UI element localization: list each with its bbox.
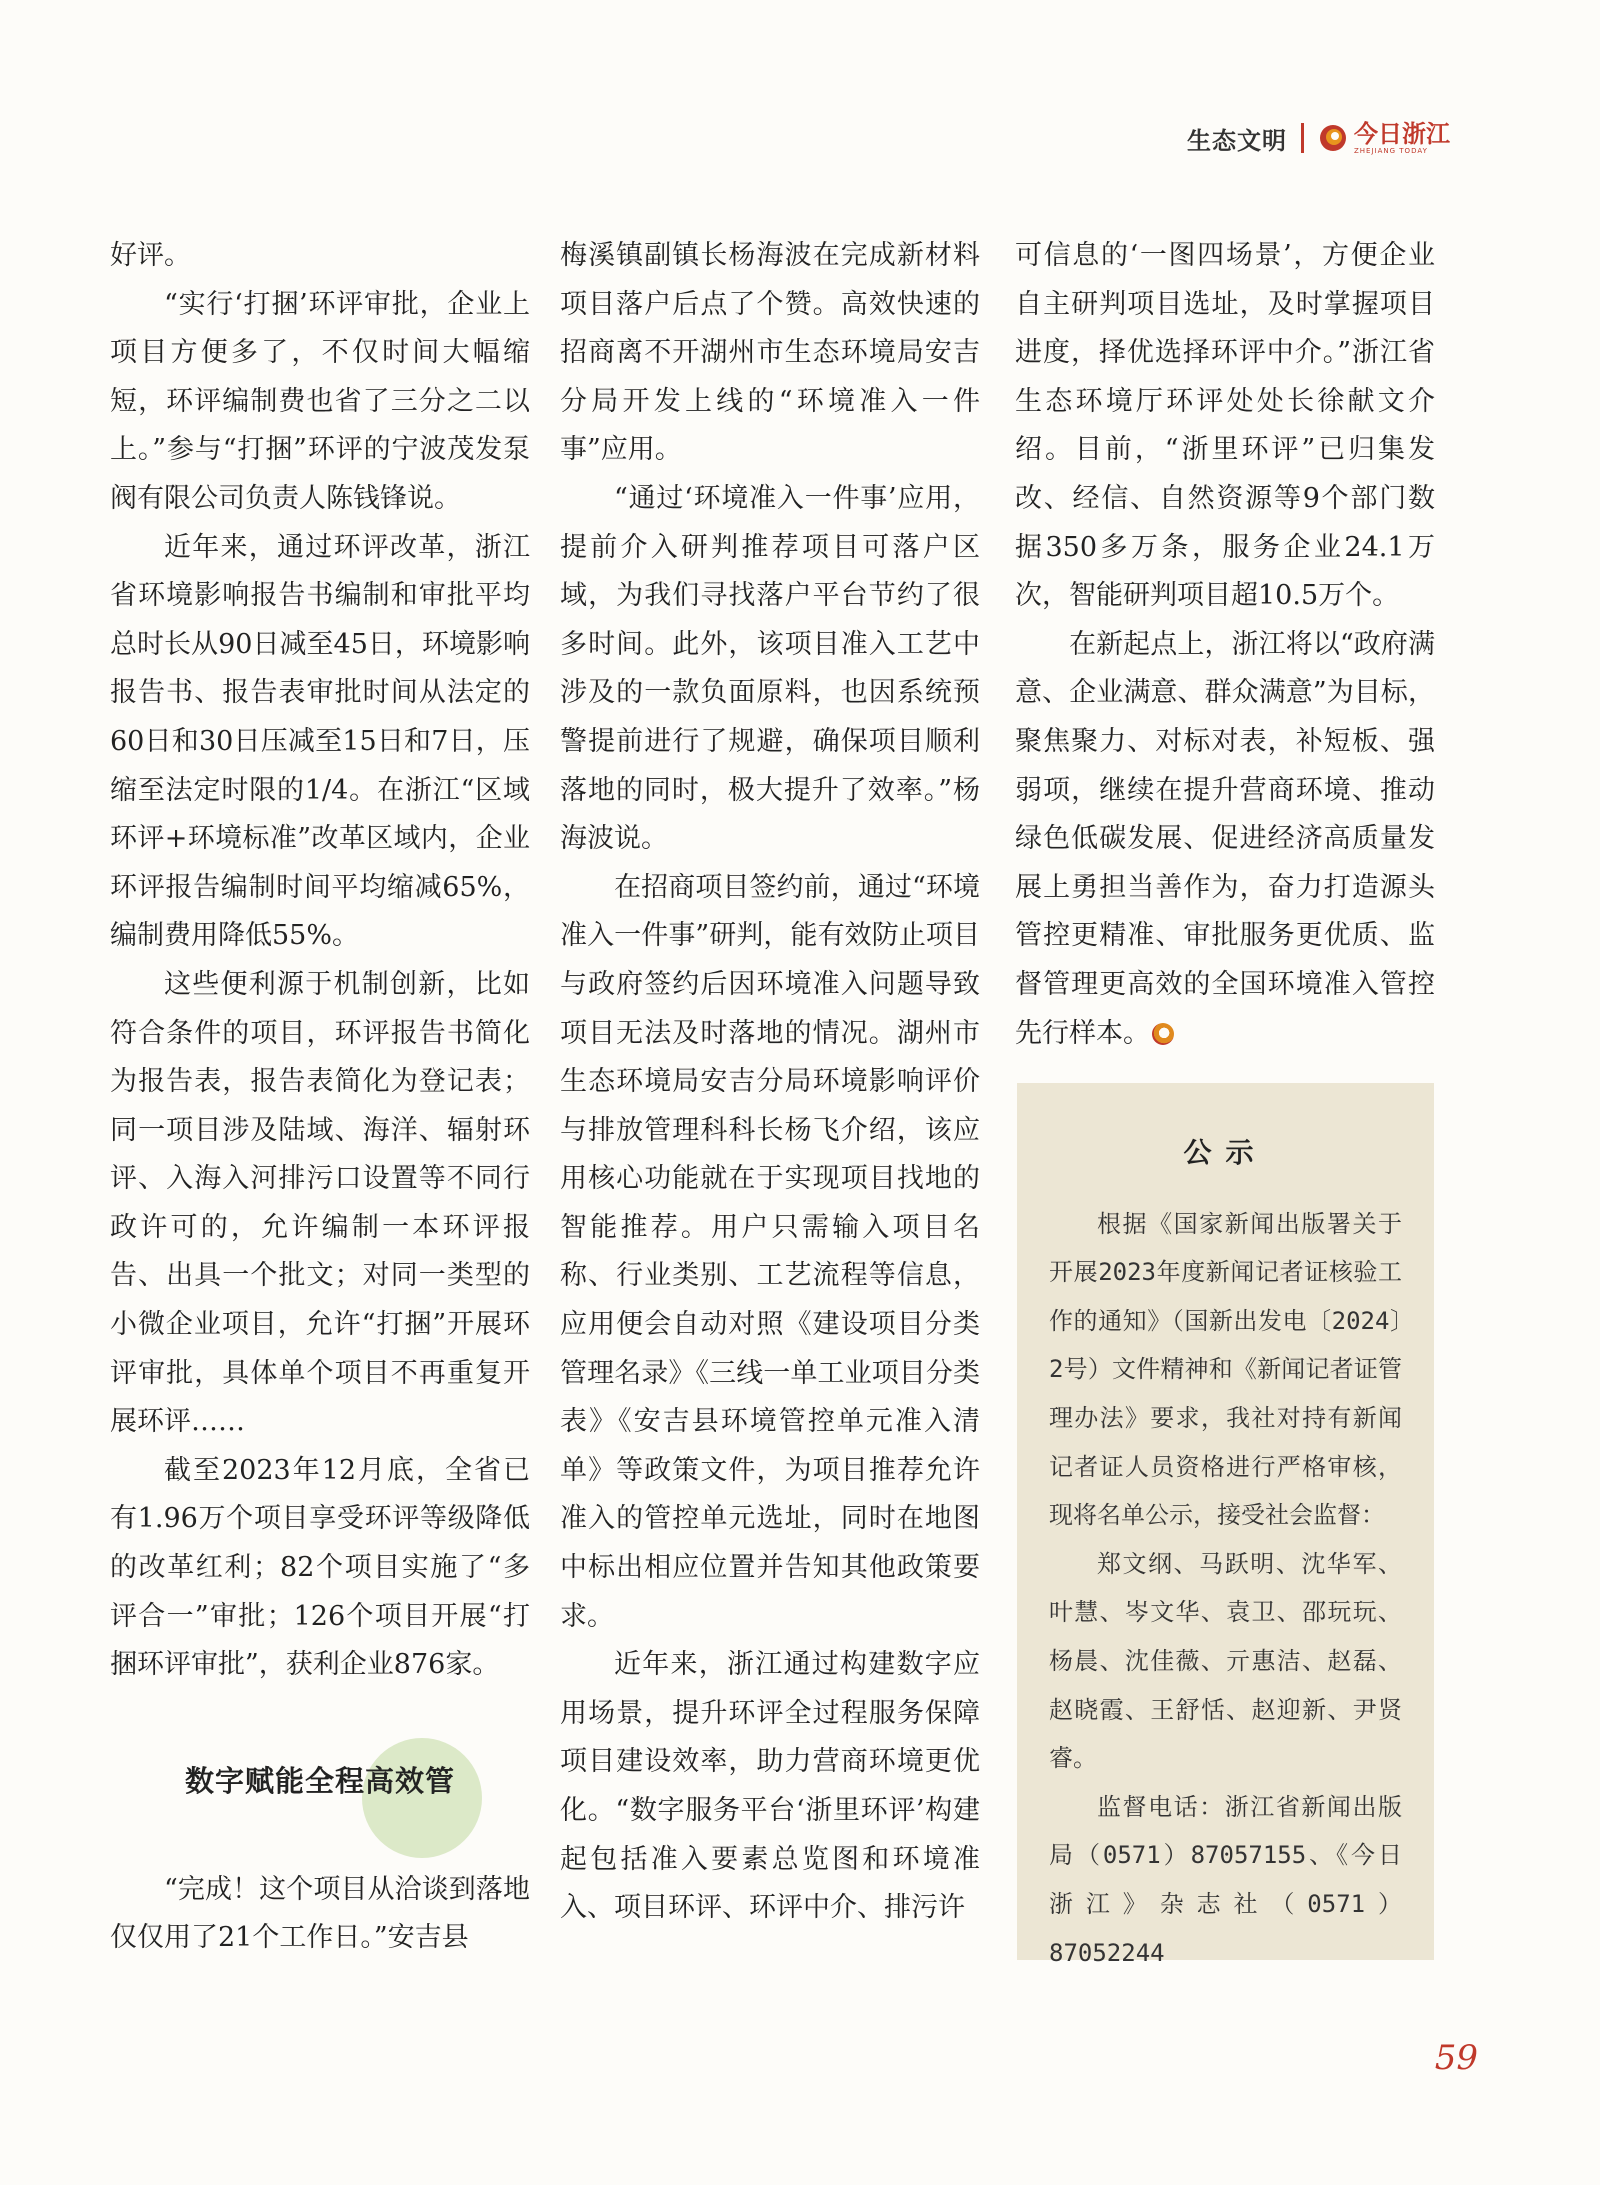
logo-text: 今日浙江 [1354,119,1450,148]
page-number: 59 [1434,2038,1478,2078]
subheading-text: 数字赋能全程高效管 [184,1763,455,1798]
paragraph: “完成！这个项目从洽谈到落地仅仅用了21个工作日。”安吉县 [110,1873,530,1954]
notice-contact: 监督电话：浙江省新闻出版局（0571）87057155、《今日浙江》杂志社（0571）87052244 [1049,1792,1402,1967]
paragraph: 可信息的‘一图四场景’，方便企业自主研判项目选址，及时掌握项目进度，择优选择环评中介。”浙江省生态环境厅环评处处长徐献文介绍。目前，“浙里环评”已归集发改、经信、自然资源等9个部门数据350多万条，服务企业24.1万次，智能研判项目超10.5万个。 [1015,240,1435,612]
paragraph [1015,621,1435,1058]
section-label: 生态文明 [1187,126,1287,155]
logo-swirl-icon [1318,123,1348,153]
page-header [1187,118,1450,158]
section-subheading [110,1746,530,1816]
paragraph: “通过‘环境准入一件事’应用，提前介入研判推荐项目可落户区域，为我们寻找落户平台节约了很多时间。此外，该项目准入工艺中涉及的一款负面原料，也因系统预警提前进行了规避，确保项目顺利落地的同时，极大提升了效率。”杨海波说。 [560,482,980,855]
notice-paragraph: 根据《国家新闻出版署关于开展2023年度新闻记者证核验工作的通知》（国新出发电〔2024〕2号）文件精神和《新闻记者证管理办法》要求，我社对持有新闻记者证人员资格进行严格审核，现将名单公示，接受社会监督： [1049,1209,1402,1530]
paragraph: 近年来，浙江通过构建数字应用场景，提升环评全过程服务保障项目建设效率，助力营商环境更优化。“数字服务平台‘浙里环评’构建起包括准入要素总览图和环境准入、项目环评、环评中介、排污许 [560,1649,980,1924]
header-divider [1301,123,1304,153]
magazine-logo [1318,119,1450,155]
paragraph: “实行‘打捆’环评审批，企业上项目方便多了，不仅时间大幅缩短，环评编制费也省了三分之二以上。”参与“打捆”环评的宁波茂发泵阀有限公司负责人陈钱锋说。 [110,288,530,514]
paragraph: 这些便利源于机制创新，比如符合条件的项目，环评报告书简化为报告表，报告表简化为登记表；同一项目涉及陆域、海洋、辐射环评、入海入河排污口设置等不同行政许可的，允许编制一本环评报告、出具一个批文；对同一类型的小微企业项目，允许“打捆”开展环评审批，具体单个项目不再重复开展环评…… [110,968,530,1438]
notice-title: 公示 [1183,1136,1268,1169]
article-column-3 [1015,232,1435,1058]
notice-names: 郑文纲、马跃明、沈华军、叶慧、岑文华、袁卫、邵玩玩、杨晨、沈佳薇、亓惠洁、赵磊、赵晓霞、王舒恬、赵迎新、尹贤睿。 [1049,1549,1402,1773]
article-column-1 [110,232,530,1963]
article-column-2 [560,232,980,1933]
logo-subtext: ZHEJIANG TODAY [1354,146,1428,155]
paragraph: 近年来，通过环评改革，浙江省环境影响报告书编制和审批平均总时长从90日减至45日，环境影响报告书、报告表审批时间从法定的60日和30日压减至15日和7日，压缩至法定时限的1/4。在浙江“区域环评+环境标准”改革区域内，企业环评报告编制时间平均缩减65%，编制费用降低55%。 [110,531,530,952]
paragraph-text: 在新起点上，浙江将以“政府满意、企业满意、群众满意”为目标，聚焦聚力、对标对表，补短板、强弱项，继续在提升营商环境、推动绿色低碳发展、促进经济高质量发展上勇担当善作为，奋力打造源头管控更精准、审批服务更优质、监督管理更高效的全国环境准入管控先行样本。 [1015,628,1435,1049]
paragraph: 梅溪镇副镇长杨海波在完成新材料项目落户后点了个赞。高效快速的招商离不开湖州市生态环境局安吉分局开发上线的“环境准入一件事”应用。 [560,240,980,466]
article-end-icon [1152,1023,1174,1045]
paragraph: 截至2023年12月底，全省已有1.96万个项目享受环评等级降低的改革红利；82个项目实施了“多评合一”审批；126个项目开展“打捆环评审批”，获利企业876家。 [110,1454,530,1681]
paragraph: 好评。 [110,240,191,271]
public-notice-box [1017,1083,1434,1967]
paragraph: 在招商项目签约前，通过“环境准入一件事”研判，能有效防止项目与政府签约后因环境准入问题导致项目无法及时落地的情况。湖州市生态环境局安吉分局环境影响评价与排放管理科科长杨飞介绍，该应用核心功能就在于实现项目找地的智能推荐。用户只需输入项目名称、行业类别、工艺流程等信息，应用便会自动对照《建设项目分类管理名录》《三线一单工业项目分类表》《安吉县环境管控单元准入清单》等政策文件，为项目推荐允许准入的管控单元选址，同时在地图中标出相应位置并告知其他政策要求。 [560,871,980,1632]
